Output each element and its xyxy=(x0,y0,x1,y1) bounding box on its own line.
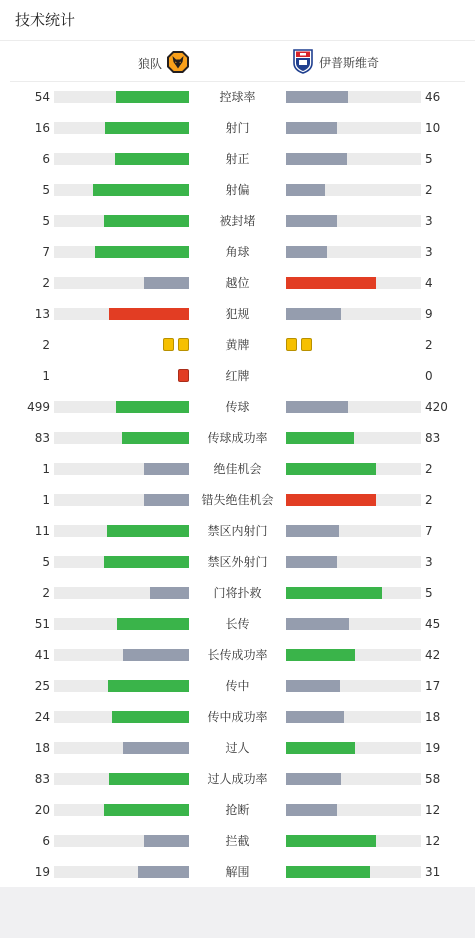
away-bar-fill xyxy=(286,525,339,537)
yellow-card-icon xyxy=(178,338,189,351)
home-bar-track xyxy=(54,835,189,847)
stat-row xyxy=(0,794,475,825)
stat-row xyxy=(0,298,475,329)
stat-row xyxy=(0,360,475,391)
home-stat-value: 18 xyxy=(34,741,50,755)
stat-label: 传中成功率 xyxy=(207,710,268,724)
away-bar-track xyxy=(286,91,421,103)
home-bar-track xyxy=(54,122,189,134)
stat-row xyxy=(0,732,475,763)
home-stat-value: 6 xyxy=(42,834,50,848)
home-stat-value: 13 xyxy=(34,307,50,321)
away-bar-track xyxy=(286,835,421,847)
away-stat-value: 42 xyxy=(425,648,441,662)
home-stat-value: 83 xyxy=(34,431,50,445)
home-stat-value: 54 xyxy=(34,90,50,104)
away-bar-track xyxy=(286,153,421,165)
away-bar-track xyxy=(286,463,421,475)
away-stat-value: 4 xyxy=(425,276,433,290)
home-stat-value: 5 xyxy=(42,555,50,569)
home-bar-track xyxy=(54,184,189,196)
stat-row xyxy=(0,546,475,577)
stat-row xyxy=(0,763,475,794)
home-stat-value: 2 xyxy=(42,586,50,600)
away-bar-track xyxy=(286,215,421,227)
home-bar-track xyxy=(54,525,189,537)
away-bar-fill xyxy=(286,618,349,630)
away-bar-track xyxy=(286,401,421,413)
home-bar-track xyxy=(54,246,189,258)
home-bar-track xyxy=(54,680,189,692)
stat-row xyxy=(0,577,475,608)
away-stat-value: 17 xyxy=(425,679,441,693)
home-bar-fill xyxy=(93,184,189,196)
away-stat-value: 5 xyxy=(425,152,433,166)
home-stat-value: 83 xyxy=(34,772,50,786)
away-bar-fill xyxy=(286,742,355,754)
away-bar-track xyxy=(286,494,421,506)
away-bar-track xyxy=(286,773,421,785)
away-bar-fill xyxy=(286,587,382,599)
home-stat-value: 20 xyxy=(34,803,50,817)
stat-row xyxy=(0,515,475,546)
stat-label: 长传成功率 xyxy=(207,648,268,662)
wolves-logo-icon xyxy=(166,50,190,78)
away-team[interactable] xyxy=(292,48,379,78)
home-bar-track xyxy=(54,432,189,444)
home-bar-track xyxy=(54,804,189,816)
stat-row xyxy=(0,236,475,267)
away-stat-value: 2 xyxy=(425,183,433,197)
home-cards xyxy=(163,338,189,351)
away-bar-fill xyxy=(286,463,376,475)
home-bar-track xyxy=(54,494,189,506)
away-bar-track xyxy=(286,525,421,537)
stat-row xyxy=(0,81,475,112)
home-stat-value: 11 xyxy=(34,524,50,538)
away-stat-value: 31 xyxy=(425,865,441,879)
home-bar-fill xyxy=(123,742,189,754)
home-bar-fill xyxy=(115,153,189,165)
away-stat-value: 3 xyxy=(425,245,433,259)
stat-row xyxy=(0,639,475,670)
stat-label: 黄牌 xyxy=(225,338,250,352)
away-bar-track xyxy=(286,308,421,320)
stat-label: 射偏 xyxy=(225,183,250,197)
stat-row xyxy=(0,701,475,732)
stat-row xyxy=(0,856,475,887)
home-stat-value: 16 xyxy=(34,121,50,135)
away-stat-value: 58 xyxy=(425,772,441,786)
stat-label: 过人 xyxy=(225,741,250,755)
teams-header xyxy=(0,47,475,75)
yellow-card-icon xyxy=(286,338,297,351)
home-stat-value: 6 xyxy=(42,152,50,166)
home-bar-fill xyxy=(122,432,190,444)
home-stat-value: 2 xyxy=(42,338,50,352)
stat-label: 解围 xyxy=(225,865,250,879)
away-bar-fill xyxy=(286,432,354,444)
away-stat-value: 45 xyxy=(425,617,441,631)
home-bar-fill xyxy=(104,804,189,816)
home-bar-fill xyxy=(104,215,189,227)
home-bar-track xyxy=(54,215,189,227)
home-bar-track xyxy=(54,401,189,413)
home-bar-fill xyxy=(109,308,189,320)
stat-row xyxy=(0,174,475,205)
away-bar-fill xyxy=(286,866,370,878)
away-bar-fill xyxy=(286,773,341,785)
away-stat-value: 10 xyxy=(425,121,441,135)
away-stat-value: 18 xyxy=(425,710,441,724)
stat-label: 角球 xyxy=(225,245,250,259)
away-stat-value: 3 xyxy=(425,214,433,228)
stat-label: 抢断 xyxy=(225,803,250,817)
home-bar-track xyxy=(54,711,189,723)
home-bar-fill xyxy=(116,91,189,103)
away-bar-track xyxy=(286,587,421,599)
stat-label: 被封堵 xyxy=(219,214,256,228)
home-bar-fill xyxy=(144,463,189,475)
stat-row xyxy=(0,825,475,856)
home-stat-value: 499 xyxy=(27,400,50,414)
away-bar-track xyxy=(286,866,421,878)
away-bar-track xyxy=(286,122,421,134)
home-stat-value: 1 xyxy=(42,369,50,383)
stat-label: 传球成功率 xyxy=(207,431,268,445)
stat-label: 传中 xyxy=(225,679,250,693)
stat-label: 传球 xyxy=(225,400,250,414)
red-card-icon xyxy=(178,369,189,382)
stat-label: 犯规 xyxy=(225,307,250,321)
away-bar-track xyxy=(286,277,421,289)
stat-label: 绝佳机会 xyxy=(213,462,262,476)
home-bar-fill xyxy=(144,835,189,847)
stat-label: 射门 xyxy=(225,121,250,135)
away-bar-fill xyxy=(286,401,348,413)
home-bar-track xyxy=(54,153,189,165)
home-team[interactable] xyxy=(138,50,190,78)
away-bar-track xyxy=(286,649,421,661)
divider xyxy=(0,40,475,41)
home-bar-fill xyxy=(109,773,189,785)
home-bar-track xyxy=(54,742,189,754)
home-stat-value: 24 xyxy=(34,710,50,724)
away-team-name: 伊普斯维奇 xyxy=(319,56,380,70)
home-bar-track xyxy=(54,91,189,103)
away-bar-fill xyxy=(286,835,376,847)
page-title: 技术统计 xyxy=(15,11,76,29)
stat-row xyxy=(0,205,475,236)
home-bar-track xyxy=(54,866,189,878)
stat-row xyxy=(0,329,475,360)
home-stat-value: 41 xyxy=(34,648,50,662)
away-stat-value: 7 xyxy=(425,524,433,538)
away-stat-value: 2 xyxy=(425,338,433,352)
away-stat-value: 420 xyxy=(425,400,448,414)
away-stat-value: 46 xyxy=(425,90,441,104)
stat-row xyxy=(0,267,475,298)
away-bar-track xyxy=(286,680,421,692)
away-stat-value: 0 xyxy=(425,369,433,383)
home-bar-fill xyxy=(112,711,189,723)
stat-label: 长传 xyxy=(225,617,250,631)
ipswich-crest-icon xyxy=(292,48,314,78)
home-bar-track xyxy=(54,587,189,599)
stat-label: 射正 xyxy=(225,152,250,166)
away-bar-track xyxy=(286,804,421,816)
away-stat-value: 2 xyxy=(425,493,433,507)
away-bar-fill xyxy=(286,804,337,816)
home-stat-value: 5 xyxy=(42,183,50,197)
away-bar-track xyxy=(286,742,421,754)
away-bar-track xyxy=(286,556,421,568)
away-bar-track xyxy=(286,618,421,630)
stat-label: 禁区外射门 xyxy=(207,555,268,569)
home-stat-value: 5 xyxy=(42,214,50,228)
stat-row xyxy=(0,422,475,453)
away-bar-fill xyxy=(286,494,376,506)
home-stat-value: 7 xyxy=(42,245,50,259)
home-stat-value: 2 xyxy=(42,276,50,290)
away-bar-fill xyxy=(286,246,327,258)
home-cards xyxy=(178,369,189,382)
home-bar-track xyxy=(54,277,189,289)
home-bar-track xyxy=(54,556,189,568)
away-cards xyxy=(286,338,312,351)
stat-label: 错失绝佳机会 xyxy=(201,493,274,507)
yellow-card-icon xyxy=(301,338,312,351)
away-bar-fill xyxy=(286,711,344,723)
home-bar-fill xyxy=(138,866,189,878)
home-stat-value: 25 xyxy=(34,679,50,693)
stat-row xyxy=(0,112,475,143)
home-bar-fill xyxy=(117,618,189,630)
stat-row xyxy=(0,670,475,701)
away-bar-fill xyxy=(286,680,340,692)
home-bar-fill xyxy=(116,401,189,413)
home-bar-track xyxy=(54,618,189,630)
home-bar-fill xyxy=(123,649,189,661)
away-stat-value: 3 xyxy=(425,555,433,569)
away-bar-fill xyxy=(286,308,341,320)
stat-row xyxy=(0,143,475,174)
away-bar-fill xyxy=(286,184,325,196)
stat-row xyxy=(0,391,475,422)
away-stat-value: 83 xyxy=(425,431,441,445)
home-bar-track xyxy=(54,463,189,475)
home-team-name: 狼队 xyxy=(137,57,162,71)
stat-label: 过人成功率 xyxy=(207,772,268,786)
stat-row xyxy=(0,453,475,484)
stat-label: 禁区内射门 xyxy=(207,524,268,538)
home-bar-fill xyxy=(95,246,190,258)
home-bar-fill xyxy=(104,556,189,568)
home-bar-fill xyxy=(144,494,189,506)
home-bar-track xyxy=(54,773,189,785)
away-stat-value: 19 xyxy=(425,741,441,755)
home-bar-fill xyxy=(108,680,189,692)
away-stat-value: 12 xyxy=(425,834,441,848)
home-stat-value: 51 xyxy=(34,617,50,631)
away-bar-fill xyxy=(286,277,376,289)
home-bar-track xyxy=(54,308,189,320)
stats-list xyxy=(0,81,475,887)
home-bar-fill xyxy=(150,587,189,599)
away-bar-track xyxy=(286,711,421,723)
away-bar-track xyxy=(286,246,421,258)
away-bar-fill xyxy=(286,215,337,227)
home-bar-fill xyxy=(107,525,189,537)
stat-label: 红牌 xyxy=(225,369,250,383)
home-stat-value: 1 xyxy=(42,493,50,507)
away-bar-track xyxy=(286,184,421,196)
stat-row xyxy=(0,484,475,515)
home-bar-track xyxy=(54,649,189,661)
stat-label: 越位 xyxy=(225,276,250,290)
yellow-card-icon xyxy=(163,338,174,351)
stat-label: 门将扑救 xyxy=(213,586,262,600)
stat-row xyxy=(0,608,475,639)
away-bar-track xyxy=(286,432,421,444)
home-bar-fill xyxy=(144,277,189,289)
away-stat-value: 2 xyxy=(425,462,433,476)
stat-label: 控球率 xyxy=(219,90,256,104)
away-stat-value: 12 xyxy=(425,803,441,817)
away-bar-fill xyxy=(286,91,348,103)
home-stat-value: 19 xyxy=(34,865,50,879)
away-stat-value: 9 xyxy=(425,307,433,321)
away-bar-fill xyxy=(286,153,347,165)
away-bar-fill xyxy=(286,122,337,134)
home-bar-fill xyxy=(105,122,189,134)
stat-label: 拦截 xyxy=(225,834,250,848)
home-stat-value: 1 xyxy=(42,462,50,476)
away-stat-value: 5 xyxy=(425,586,433,600)
away-bar-fill xyxy=(286,556,337,568)
away-bar-fill xyxy=(286,649,355,661)
